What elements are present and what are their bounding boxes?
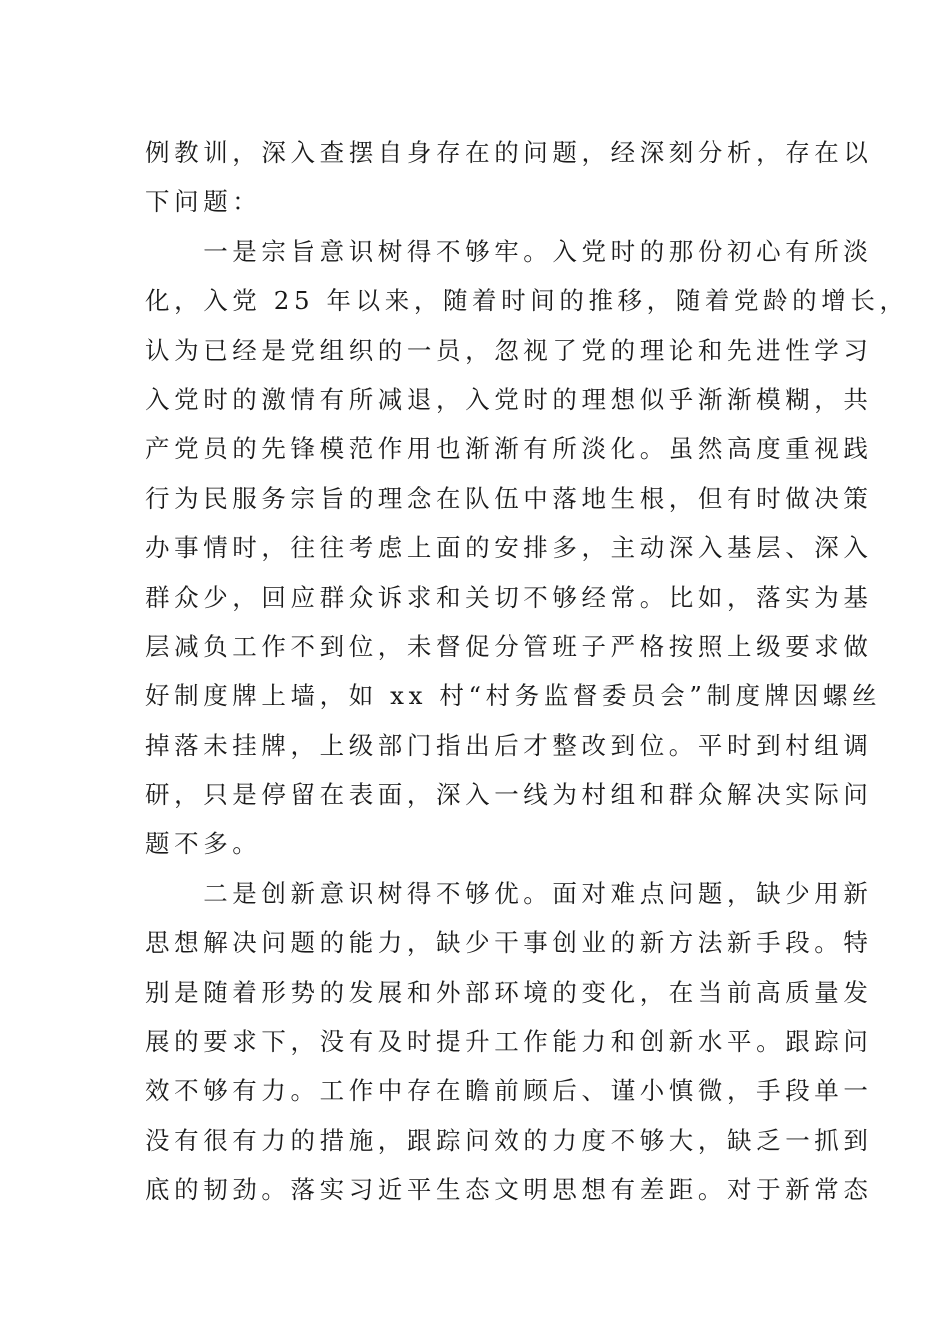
text-line: 一是宗旨意识树得不够牢。入党时的那份初心有所淡 — [145, 236, 873, 266]
text-line: 认为已经是党组织的一员，忽视了党的理论和先进性学习 — [145, 335, 873, 365]
text-line: 效不够有力。工作中存在瞻前顾后、谨小慎微，手段单一 — [145, 1076, 873, 1106]
text-line: 别是随着形势的发展和外部环境的变化，在当前高质量发 — [145, 977, 873, 1007]
text-line: 群众少，回应群众诉求和关切不够经常。比如，落实为基 — [145, 582, 873, 612]
document-body — [145, 128, 909, 1215]
text-line: 展的要求下，没有及时提升工作能力和创新水平。跟踪问 — [145, 1027, 873, 1057]
text-line: 题不多。 — [145, 829, 262, 859]
text-line: 办事情时，往往考虑上面的安排多，主动深入基层、深入 — [145, 533, 873, 563]
text-line: 化，入党 25 年以来，随着时间的推移，随着党龄的增长， — [145, 286, 909, 316]
text-line: 没有很有力的措施，跟踪问效的力度不够大，缺乏一抓到 — [145, 1125, 873, 1155]
text-line: 入党时的激情有所减退，入党时的理想似乎渐渐模糊，共 — [145, 384, 873, 414]
text-line: 二是创新意识树得不够优。面对难点问题，缺少用新 — [145, 878, 873, 908]
text-line: 例教训，深入查摆自身存在的问题，经深刻分析，存在以 — [145, 138, 873, 167]
text-line: 思想解决问题的能力，缺少干事创业的新方法新手段。特 — [145, 928, 873, 958]
text-line: 掉落未挂牌，上级部门指出后才整改到位。平时到村组调 — [145, 730, 873, 760]
text-line: 层减负工作不到位，未督促分管班子严格按照上级要求做 — [145, 631, 873, 661]
text-line: 底的韧劲。落实习近平生态文明思想有差距。对于新常态 — [145, 1175, 873, 1205]
text-line: 研，只是停留在表面，深入一线为村组和群众解决实际问 — [145, 780, 873, 810]
text-line: 行为民服务宗旨的理念在队伍中落地生根，但有时做决策 — [145, 483, 873, 513]
text-line: 好制度牌上墙，如 xx 村“村务监督委员会”制度牌因螺丝 — [145, 681, 882, 711]
text-line: 产党员的先锋模范作用也渐渐有所淡化。虽然高度重视践 — [145, 434, 873, 464]
text-line: 下问题： — [145, 187, 262, 217]
